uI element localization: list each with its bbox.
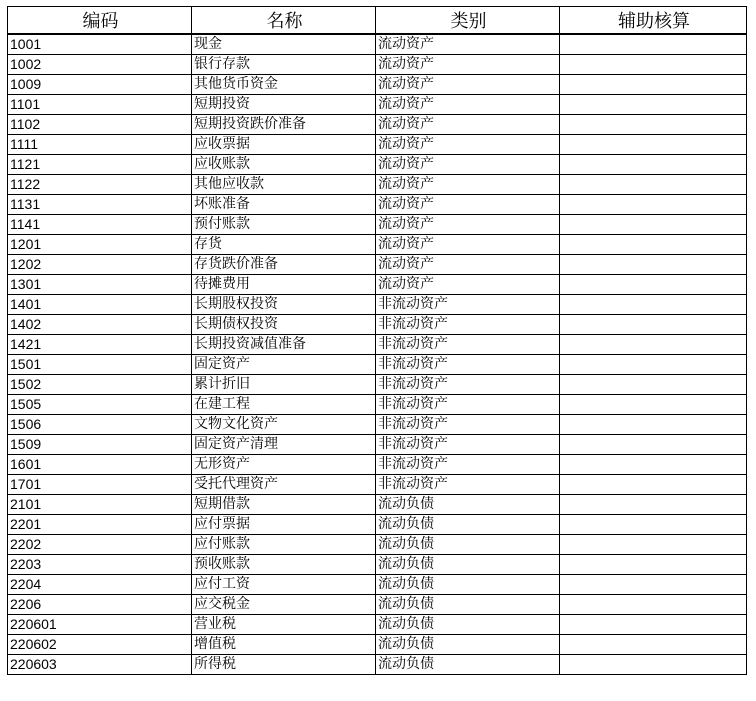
cell-code: 1502 [8, 375, 192, 395]
table-row [8, 615, 747, 635]
table-row [8, 435, 747, 455]
header-category: 类别 [376, 7, 560, 35]
cell-category: 流动资产 [376, 255, 560, 275]
cell-aux [560, 475, 747, 495]
cell-aux [560, 215, 747, 235]
cell-category: 流动资产 [376, 175, 560, 195]
cell-aux [560, 195, 747, 215]
cell-name: 应付账款 [192, 535, 376, 555]
cell-code: 1009 [8, 75, 192, 95]
cell-name: 无形资产 [192, 455, 376, 475]
table-row [8, 535, 747, 555]
cell-name: 短期投资跌价准备 [192, 115, 376, 135]
cell-category: 流动负债 [376, 555, 560, 575]
cell-code: 2201 [8, 515, 192, 535]
cell-code: 1131 [8, 195, 192, 215]
cell-name: 长期投资减值准备 [192, 335, 376, 355]
cell-name: 长期股权投资 [192, 295, 376, 315]
cell-aux [560, 75, 747, 95]
cell-code: 1002 [8, 55, 192, 75]
cell-category: 流动负债 [376, 495, 560, 515]
cell-code: 1111 [8, 135, 192, 155]
cell-name: 存货跌价准备 [192, 255, 376, 275]
cell-code: 1501 [8, 355, 192, 375]
cell-code: 220602 [8, 635, 192, 655]
cell-category: 流动负债 [376, 575, 560, 595]
cell-code: 1601 [8, 455, 192, 475]
cell-category: 流动资产 [376, 215, 560, 235]
cell-name: 应付工资 [192, 575, 376, 595]
header-aux: 辅助核算 [560, 7, 747, 35]
cell-code: 1505 [8, 395, 192, 415]
cell-aux [560, 155, 747, 175]
cell-category: 流动资产 [376, 135, 560, 155]
table-row [8, 475, 747, 495]
cell-aux [560, 575, 747, 595]
cell-category: 流动负债 [376, 615, 560, 635]
cell-code: 2206 [8, 595, 192, 615]
cell-code: 220603 [8, 655, 192, 675]
cell-code: 1201 [8, 235, 192, 255]
table-row [8, 34, 747, 55]
cell-category: 流动资产 [376, 275, 560, 295]
cell-name: 预付账款 [192, 215, 376, 235]
cell-name: 待摊费用 [192, 275, 376, 295]
header-row [8, 7, 747, 35]
cell-code: 1506 [8, 415, 192, 435]
cell-code: 2204 [8, 575, 192, 595]
table-row [8, 235, 747, 255]
table-row [8, 135, 747, 155]
table-row [8, 655, 747, 675]
table-header [8, 7, 747, 35]
cell-aux [560, 135, 747, 155]
cell-name: 应付票据 [192, 515, 376, 535]
cell-category: 流动资产 [376, 75, 560, 95]
cell-aux [560, 535, 747, 555]
cell-aux [560, 395, 747, 415]
cell-name: 固定资产清理 [192, 435, 376, 455]
cell-name: 应收票据 [192, 135, 376, 155]
cell-code: 1402 [8, 315, 192, 335]
cell-aux [560, 355, 747, 375]
table-row [8, 175, 747, 195]
cell-aux [560, 615, 747, 635]
table-row [8, 55, 747, 75]
cell-category: 流动资产 [376, 34, 560, 55]
table-row [8, 515, 747, 535]
table-row [8, 495, 747, 515]
table-body [8, 34, 747, 675]
cell-category: 流动资产 [376, 115, 560, 135]
cell-aux [560, 34, 747, 55]
cell-category: 非流动资产 [376, 455, 560, 475]
table-row [8, 635, 747, 655]
table-row [8, 595, 747, 615]
table-row [8, 455, 747, 475]
cell-name: 累计折旧 [192, 375, 376, 395]
table-row [8, 195, 747, 215]
table-row [8, 295, 747, 315]
cell-aux [560, 235, 747, 255]
cell-aux [560, 495, 747, 515]
table-row [8, 575, 747, 595]
cell-aux [560, 95, 747, 115]
cell-aux [560, 435, 747, 455]
cell-name: 文物文化资产 [192, 415, 376, 435]
cell-category: 非流动资产 [376, 355, 560, 375]
cell-name: 在建工程 [192, 395, 376, 415]
cell-code: 2101 [8, 495, 192, 515]
cell-code: 1121 [8, 155, 192, 175]
cell-category: 流动资产 [376, 55, 560, 75]
cell-aux [560, 515, 747, 535]
cell-category: 非流动资产 [376, 315, 560, 335]
cell-category: 流动负债 [376, 655, 560, 675]
cell-code: 1001 [8, 34, 192, 55]
table-row [8, 415, 747, 435]
cell-aux [560, 315, 747, 335]
cell-name: 存货 [192, 235, 376, 255]
cell-name: 长期债权投资 [192, 315, 376, 335]
cell-category: 非流动资产 [376, 475, 560, 495]
cell-name: 固定资产 [192, 355, 376, 375]
cell-aux [560, 595, 747, 615]
table-row [8, 395, 747, 415]
cell-code: 1202 [8, 255, 192, 275]
cell-code: 1701 [8, 475, 192, 495]
table-row [8, 95, 747, 115]
cell-code: 1141 [8, 215, 192, 235]
cell-aux [560, 55, 747, 75]
cell-name: 营业税 [192, 615, 376, 635]
table-row [8, 75, 747, 95]
cell-name: 其他应收款 [192, 175, 376, 195]
cell-name: 短期投资 [192, 95, 376, 115]
header-code: 编码 [8, 7, 192, 35]
table-row [8, 255, 747, 275]
cell-name: 应收账款 [192, 155, 376, 175]
cell-code: 1301 [8, 275, 192, 295]
cell-category: 流动资产 [376, 235, 560, 255]
cell-category: 流动资产 [376, 195, 560, 215]
cell-category: 流动负债 [376, 635, 560, 655]
cell-aux [560, 275, 747, 295]
table-row [8, 275, 747, 295]
cell-category: 非流动资产 [376, 415, 560, 435]
cell-name: 所得税 [192, 655, 376, 675]
cell-code: 220601 [8, 615, 192, 635]
table-row [8, 155, 747, 175]
cell-aux [560, 295, 747, 315]
cell-category: 流动负债 [376, 595, 560, 615]
table-row [8, 375, 747, 395]
cell-code: 1509 [8, 435, 192, 455]
cell-name: 现金 [192, 34, 376, 55]
cell-aux [560, 335, 747, 355]
cell-code: 1101 [8, 95, 192, 115]
cell-aux [560, 635, 747, 655]
cell-aux [560, 415, 747, 435]
cell-name: 坏账准备 [192, 195, 376, 215]
table-row [8, 315, 747, 335]
table-row [8, 115, 747, 135]
cell-name: 短期借款 [192, 495, 376, 515]
cell-category: 流动负债 [376, 535, 560, 555]
table-row [8, 355, 747, 375]
cell-category: 非流动资产 [376, 395, 560, 415]
cell-category: 非流动资产 [376, 375, 560, 395]
cell-aux [560, 555, 747, 575]
cell-name: 增值税 [192, 635, 376, 655]
cell-category: 非流动资产 [376, 335, 560, 355]
table-row [8, 215, 747, 235]
cell-name: 预收账款 [192, 555, 376, 575]
cell-name: 银行存款 [192, 55, 376, 75]
cell-code: 1122 [8, 175, 192, 195]
cell-code: 1401 [8, 295, 192, 315]
header-name: 名称 [192, 7, 376, 35]
cell-aux [560, 655, 747, 675]
cell-category: 非流动资产 [376, 435, 560, 455]
accounts-table [7, 6, 747, 675]
cell-aux [560, 375, 747, 395]
cell-category: 流动资产 [376, 155, 560, 175]
table-row [8, 335, 747, 355]
cell-category: 非流动资产 [376, 295, 560, 315]
cell-category: 流动资产 [376, 95, 560, 115]
cell-aux [560, 115, 747, 135]
cell-code: 2202 [8, 535, 192, 555]
cell-aux [560, 455, 747, 475]
cell-code: 1421 [8, 335, 192, 355]
cell-aux [560, 175, 747, 195]
table-row [8, 555, 747, 575]
cell-name: 受托代理资产 [192, 475, 376, 495]
cell-name: 其他货币资金 [192, 75, 376, 95]
cell-category: 流动负债 [376, 515, 560, 535]
cell-name: 应交税金 [192, 595, 376, 615]
cell-aux [560, 255, 747, 275]
cell-code: 2203 [8, 555, 192, 575]
cell-code: 1102 [8, 115, 192, 135]
